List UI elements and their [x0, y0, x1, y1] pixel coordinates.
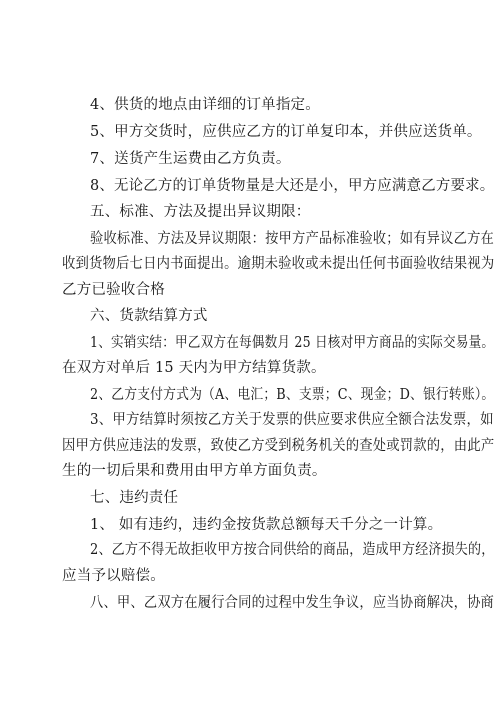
- settlement-clause-3-line-3: 生的一切后果和费用由甲方单方面负责。: [62, 463, 327, 479]
- section-8-dispute-line-1: 八、甲、乙双方在履行合同的过程中发生争议，应当协商解决，协商: [90, 595, 495, 611]
- liability-clause-2-line-2: 应当予以赔偿。: [62, 568, 165, 584]
- settlement-clause-1-line-1: 1、实销实结：甲乙双方在每偶数月 25 日核对甲方商品的实际交易量。: [90, 335, 495, 351]
- inspection-paragraph-line-3: 乙方已验收合格: [62, 282, 165, 298]
- clause-8-order-quantity: 8、无论乙方的订单货物量是大还是小，甲方应满意乙方要求。: [90, 178, 495, 194]
- settlement-clause-2-payment-methods: 2、乙方支付方式为（A、电汇；B、支票；C、现金；D、银行转账）。: [90, 387, 495, 403]
- section-5-heading: 五、标准、方法及提出异议期限：: [90, 204, 311, 220]
- settlement-clause-3-line-2: 因甲方供应违法的发票，致使乙方受到税务机关的查处或罚款的，由此产: [62, 438, 495, 454]
- settlement-clause-3-line-1: 3、甲方结算时须按乙方关于发票的供应要求供应全额合法发票，如: [90, 412, 494, 428]
- liability-clause-2-line-1: 2、乙方不得无故拒收甲方按合同供给的商品，造成甲方经济损失的，: [90, 542, 495, 558]
- inspection-paragraph-line-2: 收到货物后七日内书面提出。逾期未验收或未提出任何书面验收结果视为: [62, 256, 495, 272]
- clause-4-delivery-location: 4、供货的地点由详细的订单指定。: [90, 97, 320, 113]
- section-6-heading: 六、货款结算方式: [90, 308, 208, 324]
- clause-7-shipping-cost: 7、送货产生运费由乙方负责。: [90, 151, 291, 167]
- clause-5-delivery-documents: 5、甲方交货时，应供应乙方的订单复印本，并供应送货单。: [90, 124, 482, 140]
- inspection-paragraph-line-1: 验收标准、方法及异议期限：按甲方产品标准验收；如有异议乙方在: [90, 231, 495, 247]
- section-7-heading: 七、违约责任: [90, 490, 179, 506]
- liability-clause-1: 1、 如有违约，违约金按货款总额每天千分之一计算。: [90, 517, 443, 533]
- settlement-clause-1-line-2: 在双方对单后 15 天内为甲方结算货款。: [62, 360, 326, 376]
